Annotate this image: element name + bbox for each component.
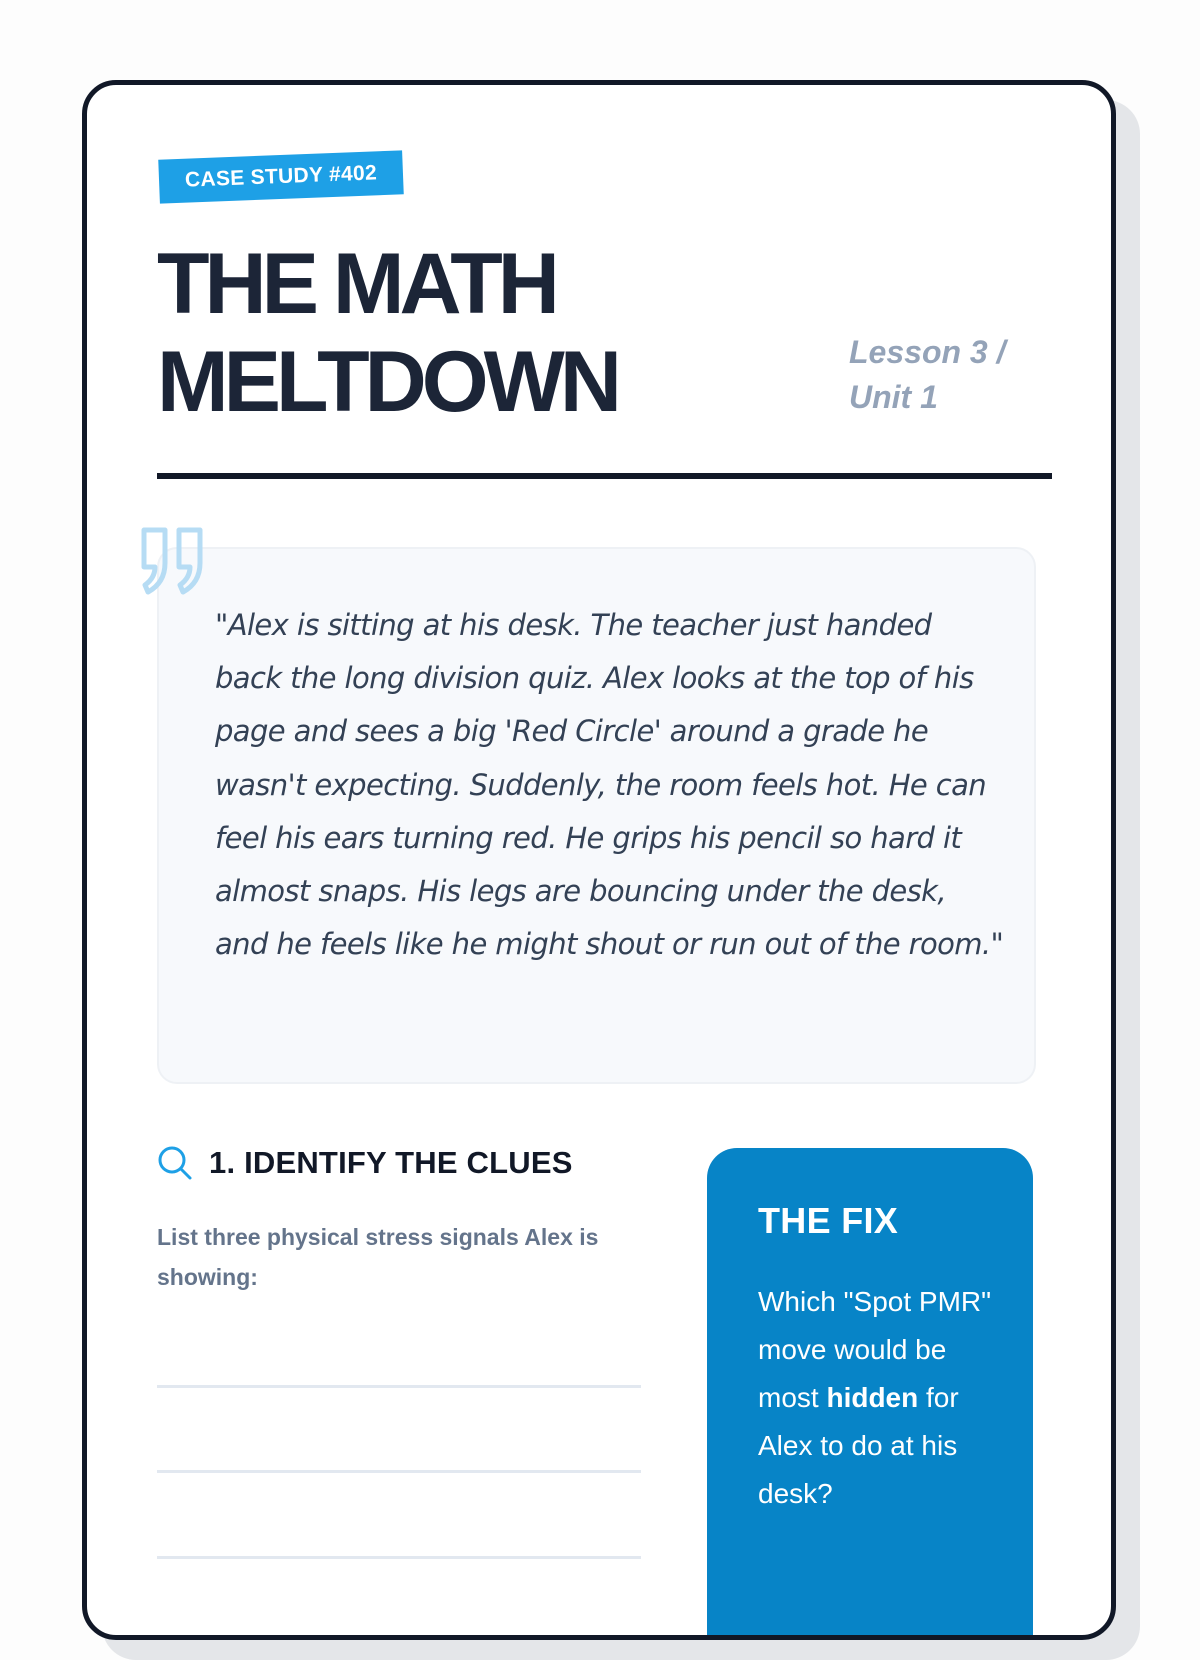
page-title <box>157 235 797 431</box>
section-identify-clues <box>157 1145 573 1181</box>
section-prompt: List three physical stress signals Alex is showing: <box>157 1224 599 1290</box>
answer-line-1[interactable] <box>157 1385 641 1388</box>
search-icon <box>157 1145 193 1181</box>
section-title: 1. IDENTIFY THE CLUES <box>209 1145 573 1180</box>
fix-text-bold: hidden <box>826 1382 919 1413</box>
title-line-2: MELTDOWN <box>157 334 617 430</box>
answer-line-2[interactable] <box>157 1470 641 1473</box>
fix-text-before: Which "Spot PMR" move would be most <box>758 1286 992 1413</box>
lesson-line-1: Lesson 3 / <box>849 334 1006 370</box>
scenario-quote-text: "Alex is sitting at his desk. The teacher just handed back the long division quiz. Alex looks at the top of his page and sees a big 'Red Circle' around a grade he wasn't expecting. Suddenly, the room feels hot. He can feel his ears turning red. He grips his pencil so hard it almost snaps. His legs are bouncing under the desk, and he feels like he might shout or run out of the room." <box>215 608 1004 962</box>
fix-title: THE FIX <box>758 1200 899 1241</box>
quote-mark-icon <box>139 525 209 597</box>
scenario-quote-box <box>157 547 1036 1084</box>
lesson-label <box>849 330 1069 420</box>
the-fix-panel <box>707 1148 1033 1640</box>
header-divider <box>157 473 1052 479</box>
fix-text-after: for Alex to do at his desk? <box>758 1382 959 1509</box>
worksheet-card <box>82 80 1116 1640</box>
case-study-badge: CASE STUDY #402 <box>158 150 404 203</box>
title-line-1: THE MATH <box>157 236 555 332</box>
answer-line-3[interactable] <box>157 1556 641 1559</box>
lesson-line-2: Unit 1 <box>849 379 938 415</box>
fix-question <box>758 1278 998 1518</box>
